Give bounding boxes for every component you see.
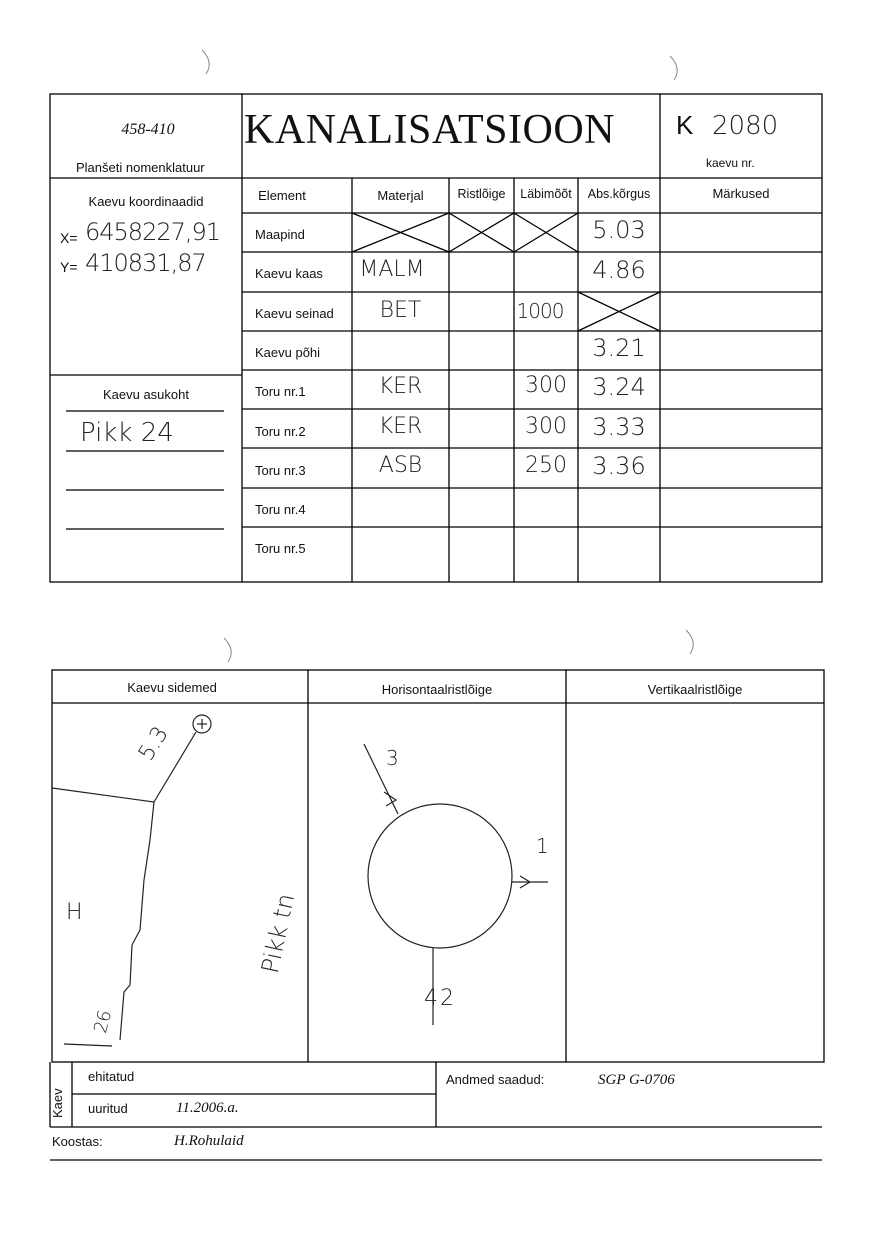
row-abs: 3.33 (592, 413, 646, 441)
col-element: Element (258, 188, 306, 203)
row-materjal: BET (379, 298, 422, 323)
x-value: 6458227,91 (85, 218, 221, 246)
author-value: H.Rohulaid (174, 1133, 244, 1149)
surveyed-value: 11.2006.a. (176, 1100, 239, 1116)
col-markused: Märkused (712, 186, 770, 201)
row-element: Toru nr.5 (255, 541, 306, 556)
house-label: H (66, 900, 83, 925)
source-label: Andmed saadud: (446, 1072, 545, 1087)
coordinates-label: Kaevu koordinaadid (88, 194, 204, 209)
distance-label: 5.3 (134, 722, 174, 766)
y-value: 410831,87 (85, 249, 206, 277)
y-label: Y= (60, 259, 78, 275)
row-element: Kaevu põhi (255, 345, 321, 360)
row-abs: 5.03 (592, 216, 646, 244)
row-element: Kaevu kaas (255, 266, 323, 281)
row-abs: 4.86 (592, 256, 646, 284)
sketch-col1-title: Kaevu sidemed (127, 680, 217, 695)
location-value: Pikk 24 (80, 418, 174, 448)
row-element: Toru nr.1 (255, 384, 306, 399)
pipe-2-label: 2 (440, 986, 454, 1011)
col-abs-korgus: Abs.kõrgus (587, 187, 651, 201)
col-ristloige: Ristlõige (457, 187, 506, 201)
col-materjal: Materjal (377, 188, 424, 203)
row-materjal: ASB (378, 453, 423, 478)
col-labimoot: Läbimõõt (520, 187, 572, 201)
row-abs: 3.36 (592, 452, 646, 480)
row-materjal: KER (378, 374, 423, 399)
pipe-1-label: 1 (536, 834, 549, 858)
row-labimoot: 250 (525, 453, 567, 478)
house-number: 26 (90, 1007, 117, 1036)
x-label: X= (60, 230, 78, 246)
built-label: ehitatud (88, 1069, 135, 1084)
surveyed-label: uuritud (88, 1101, 128, 1116)
row-labimoot: 1000 (516, 299, 564, 323)
row-element: Kaevu seinad (255, 306, 334, 321)
sketch-col3-title: Vertikaalristlõige (647, 682, 743, 697)
cross-section-sketch (364, 744, 548, 1025)
sketch-col2-title: Horisontaalristlõige (381, 682, 493, 697)
nomenclature-label: Planšeti nomenklatuur (76, 160, 205, 175)
row-element: Toru nr.4 (255, 502, 306, 517)
row-abs: 3.24 (592, 373, 646, 401)
row-element: Toru nr.2 (255, 424, 306, 439)
well-number: 2080 (712, 111, 779, 141)
row-materjal: KER (378, 414, 423, 439)
row-materjal: MALM (359, 257, 425, 282)
well-number-label: kaevu nr. (706, 156, 755, 170)
author-label: Koostas: (52, 1134, 103, 1149)
source-value: SGP G-0706 (598, 1072, 675, 1088)
page-title: KANALISATSIOON (244, 107, 615, 153)
row-labimoot: 300 (525, 414, 567, 439)
nomenclature-value: 458-410 (121, 121, 175, 138)
row-abs: 3.21 (592, 334, 646, 362)
site-sketch (52, 715, 211, 1046)
row-element: Maapind (255, 227, 305, 242)
pipe-3-label: 3 (386, 746, 399, 770)
row-labimoot: 300 (525, 373, 567, 398)
side-label: Kaev (50, 1088, 65, 1118)
well-prefix: K (676, 110, 694, 140)
row-element: Toru nr.3 (255, 463, 306, 478)
pipe-4-label: 4 (424, 986, 438, 1011)
street-label: Pikk tn (256, 891, 301, 976)
location-label: Kaevu asukoht (102, 387, 189, 402)
